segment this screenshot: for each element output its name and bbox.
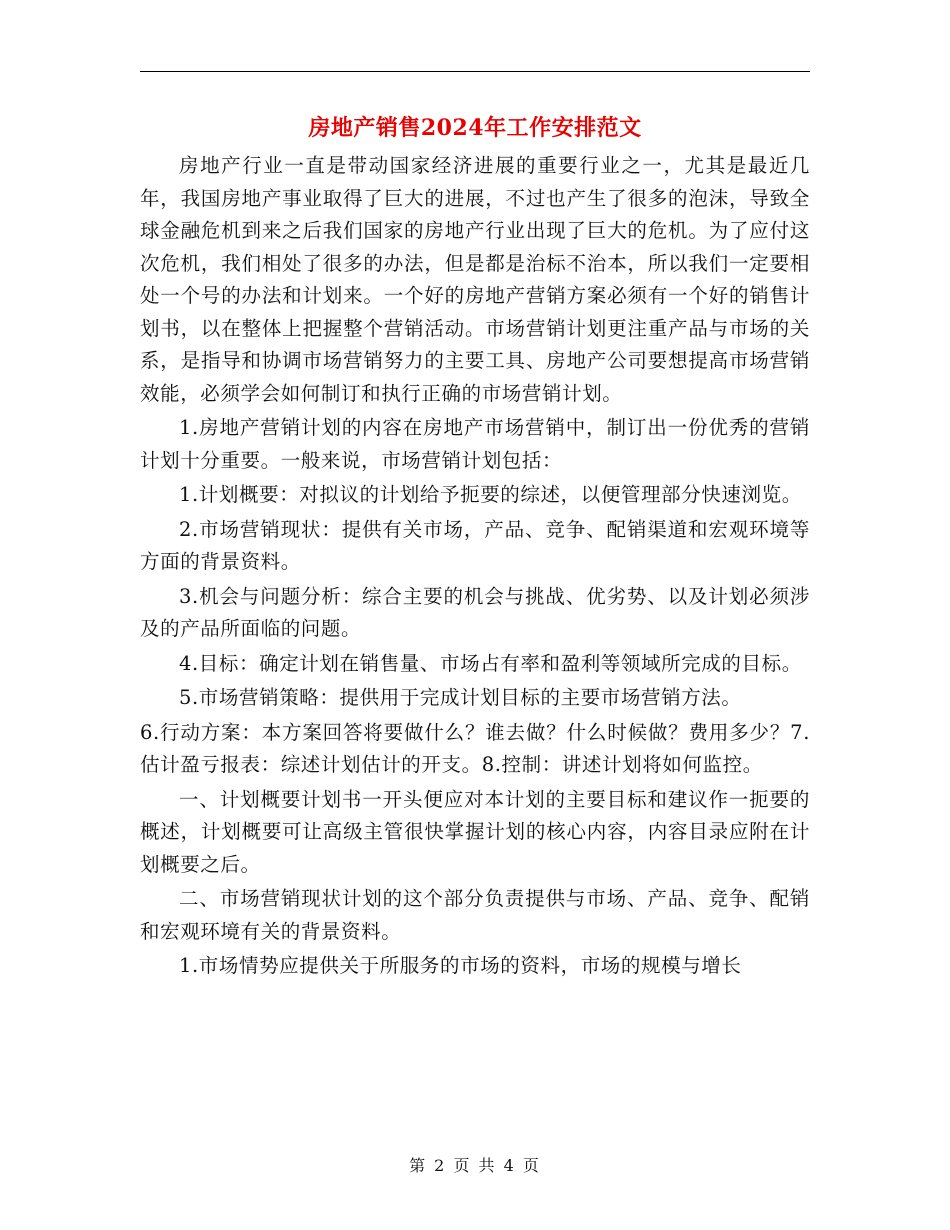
page-number: 第 2 页 共 4 页 (409, 1156, 541, 1175)
header-rule (140, 71, 810, 72)
paragraph-item-action-plan: 6.行动方案：本方案回答将要做什么？谁去做？什么时候做？费用多少？7.估计盈亏报表：综述计划估计的开支。8.控制：讲述计划将如何监控。 (140, 720, 810, 776)
paragraph-item-market-status: 2.市场营销现状：提供有关市场，产品、竞争、配销渠道和宏观环境等方面的背景资料。 (140, 517, 810, 573)
paragraph-item-strategy: 5.市场营销策略：提供用于完成计划目标的主要市场营销方法。 (179, 686, 742, 709)
document-title: 房地产销售2024年工作安排范文 (308, 115, 642, 141)
paragraph-item-opportunity: 3.机会与问题分析：综合主要的机会与挑战、优劣势、以及计划必须涉及的产品所面临的问题。 (140, 584, 810, 640)
paragraph-item-summary: 1.计划概要：对拟议的计划给予扼要的综述，以便管理部分快速浏览。 (179, 483, 802, 506)
paragraph-plan-content: 1.房地产营销计划的内容在房地产市场营销中，制订出一份优秀的营销计划十分重要。一般来说，市场营销计划包括： (140, 416, 810, 472)
paragraph-market-situation: 1.市场情势应提供关于所服务的市场的资料，市场的规模与增长 (179, 954, 742, 977)
paragraph-intro: 房地产行业一直是带动国家经济进展的重要行业之一，尤其是最近几年，我国房地产事业取得了巨大的进展，不过也产生了很多的泡沫，导致全球金融危机到来之后我们国家的房地产行业出现了巨大的危机。为了应付这次危机，我们相处了很多的办法，但是都是治标不治本，所以我们一定要相处一个号的办法和计划来。一个好的房地产营销方案必须有一个好的销售计划书，以在整体上把握整个营销活动。市场营销计划更注重产品与市场的关系，是指导和协调市场营销努力的主要工具、房地产公司要想提高市场营销效能，必须学会如何制订和执行正确的市场营销计划。 (140, 154, 810, 405)
paragraph-item-goals: 4.目标：确定计划在销售量、市场占有率和盈利等领域所完成的目标。 (179, 651, 802, 675)
document-body (140, 150, 810, 985)
paragraph-section-one: 一、计划概要计划书一开头便应对本计划的主要目标和建议作一扼要的概述，计划概要可让高级主管很快掌握计划的核心内容，内容目录应附在计划概要之后。 (140, 787, 810, 876)
paragraph-section-two: 二、市场营销现状计划的这个部分负责提供与市场、产品、竞争、配销和宏观环境有关的背景资料。 (140, 887, 810, 943)
